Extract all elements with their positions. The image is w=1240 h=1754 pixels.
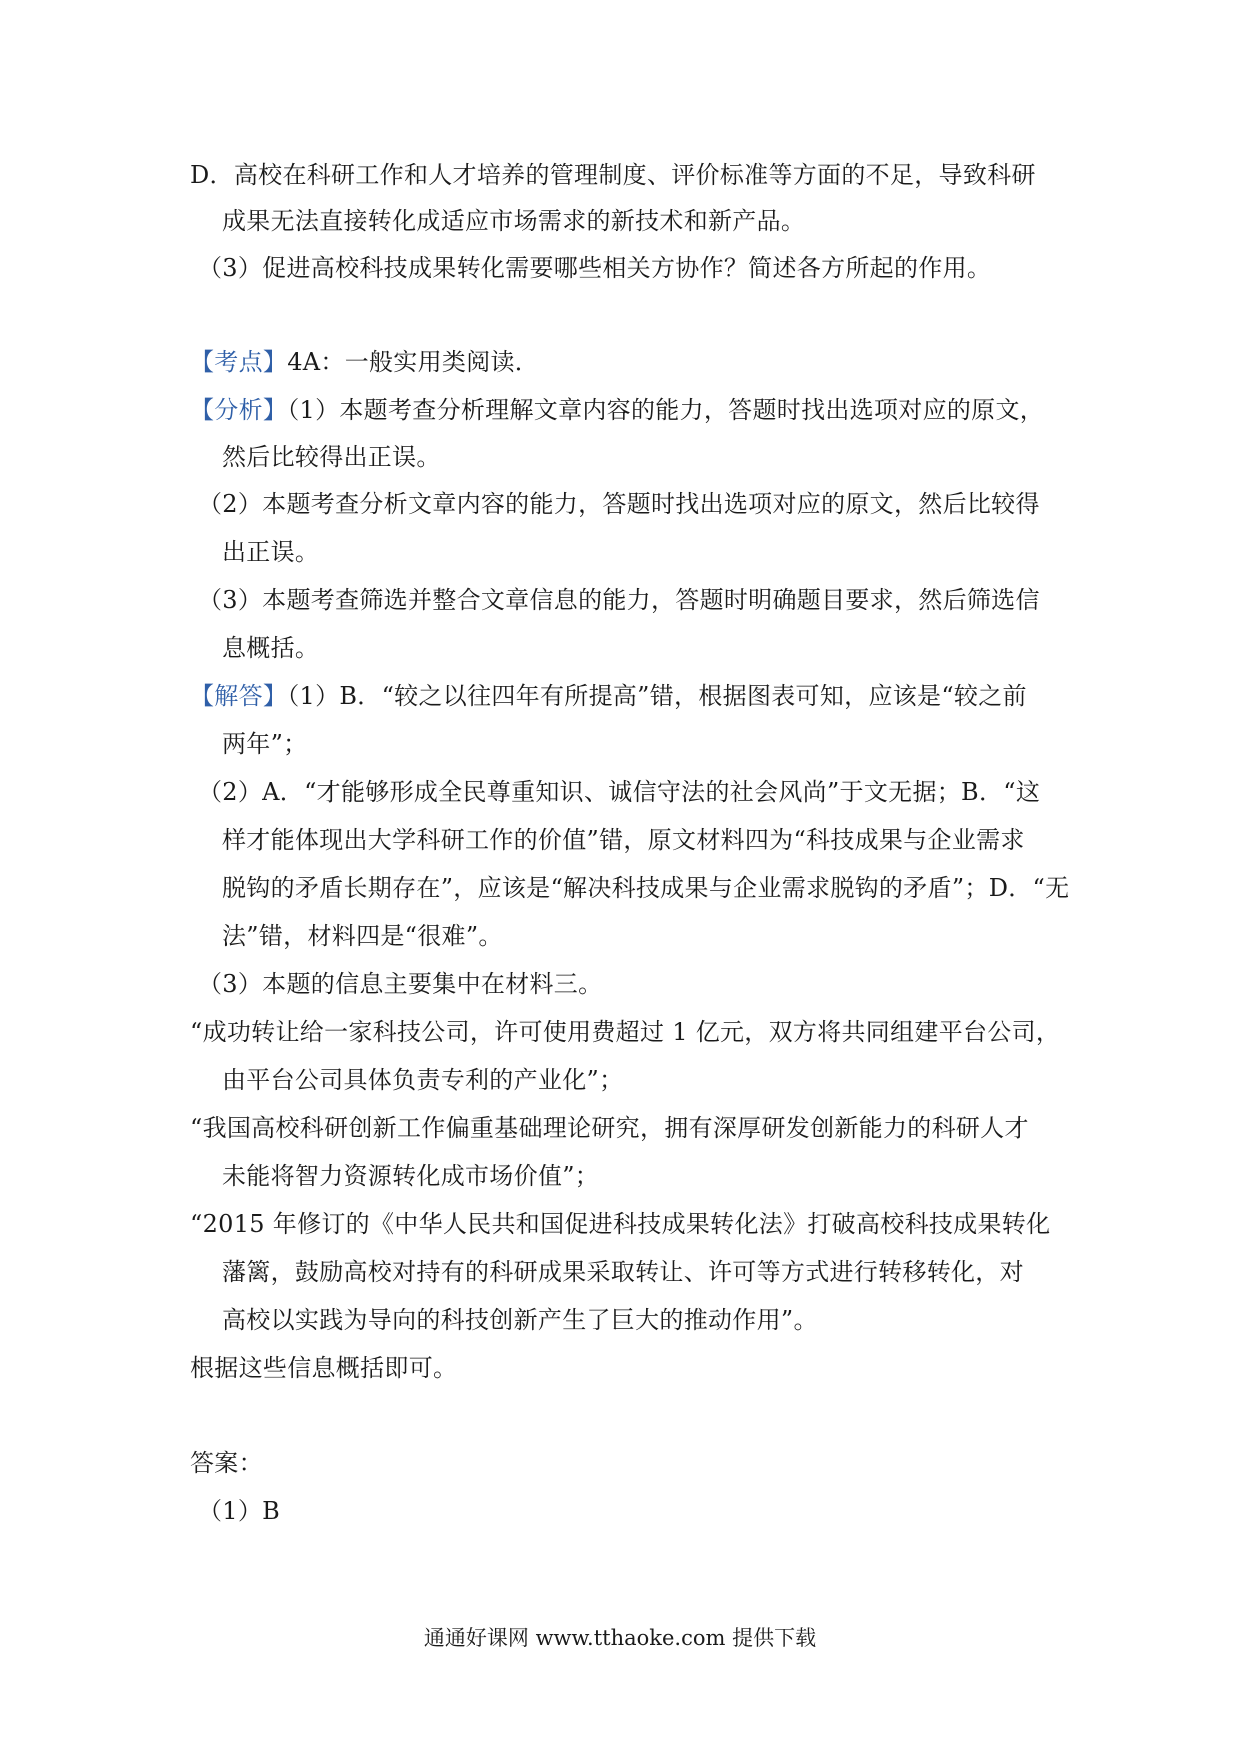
jieda-p2-line-4: 法”错，材料四是“很难”。 [222,922,503,950]
fenxi-p1-line-1: （1）本题考查分析理解文章内容的能力，答题时找出选项对应的原文， [287,396,1045,424]
fenxi-p2-line-1: （2）本题考查分析文章内容的能力，答题时找出选项对应的原文，然后比较得 [198,490,1040,518]
fenxi-line-1 [190,393,1044,427]
jieda-p2-line-2: 样才能体现出大学科研工作的价值”错，原文材料四为“科技成果与企业需求 [222,826,1025,854]
fenxi-p3-line-2: 息概括。 [222,634,320,662]
jieda-p1-line-1: （1）B．“较之以往四年有所提高”错，根据图表可知，应该是“较之前 [287,682,1027,710]
fenxi-p3-line-1: （3）本题考查筛选并整合文章信息的能力，答题时明确题目要求，然后筛选信 [198,586,1040,614]
jieda-p3: （3）本题的信息主要集中在材料三。 [198,970,603,998]
jieda-p1-line-2: 两年”； [222,730,308,758]
fenxi-p2-line-2: 出正误。 [222,538,320,566]
jieda-p2-line-3: 脱钩的矛盾长期存在”，应该是“解决科技成果与企业需求脱钩的矛盾”；D．“无 [222,874,1070,902]
conclusion: 根据这些信息概括即可。 [190,1354,458,1382]
quote-1-line-1: “成功转让给一家科技公司，许可使用费超过 1 亿元，双方将共同组建平台公司， [190,1018,1061,1046]
kaodian-line [190,345,539,379]
kaodian-tag: 【考点】 [190,348,288,376]
quote-2-line-2: 未能将智力资源转化成市场价值”； [222,1162,600,1190]
option-d-line-2: 成果无法直接转化成适应市场需求的新技术和新产品。 [222,207,806,235]
quote-3-line-2: 藩篱，鼓励高校对持有的科研成果采取转让、许可等方式进行转移转化，对 [222,1258,1024,1286]
jieda-tag: 【解答】 [190,682,288,710]
quote-3-line-1: “2015 年修订的《中华人民共和国促进科技成果转化法》打破高校科技成果转化 [190,1210,1051,1238]
jieda-p2-line-1: （2）A．“才能够形成全民尊重知识、诚信守法的社会风尚”于文无据；B．“这 [198,778,1041,806]
answer-label: 答案： [190,1449,263,1477]
quote-1-line-2: 由平台公司具体负责专利的产业化”； [222,1066,624,1094]
kaodian-text: 4A：一般实用类阅读． [287,348,540,376]
fenxi-tag: 【分析】 [190,396,288,424]
page-footer: 通通好课网 www.tthaoke.com 提供下载 [423,1626,817,1650]
option-d-line-1: D．高校在科研工作和人才培养的管理制度、评价标准等方面的不足，导致科研 [190,161,1036,189]
question-3: （3）促进高校科技成果转化需要哪些相关方协作？简述各方所起的作用。 [198,254,992,282]
quote-2-line-1: “我国高校科研创新工作偏重基础理论研究，拥有深厚研发创新能力的科研人才 [190,1114,1029,1142]
quote-3-line-3: 高校以实践为导向的科技创新产生了巨大的推动作用”。 [222,1306,818,1334]
jieda-line-1 [190,679,1027,713]
answer-1: （1）B [198,1497,281,1525]
fenxi-p1-line-2: 然后比较得出正误。 [222,443,441,471]
